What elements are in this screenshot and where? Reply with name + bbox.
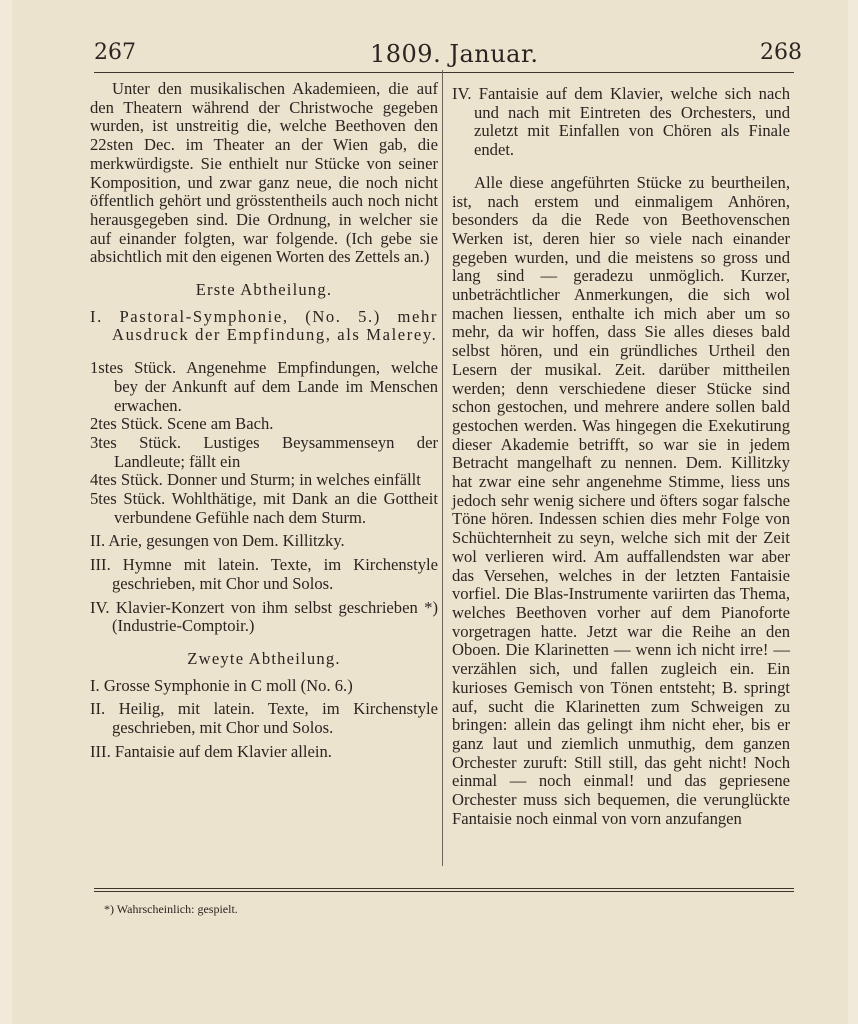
right-column — [452, 80, 790, 828]
page-header — [12, 40, 848, 74]
program-item: II. Heilig, mit latein. Texte, im Kirchenstyle geschrieben, mit Chor und Solos. — [90, 699, 438, 738]
movement-item: 3tes Stück. Lustiges Beysammenseyn der Landleute; fällt ein — [90, 432, 438, 471]
section-heading-second: Zweyte Abtheilung. — [187, 648, 341, 668]
program-item: III. Fantaisie auf dem Klavier allein. — [90, 741, 332, 761]
column-divider — [442, 70, 443, 866]
movement-item: 1stes Stück. Angenehme Empfindungen, welche bey der Ankunft auf dem Lande im Menschen erwachen. — [90, 358, 438, 415]
intro-paragraph: Unter den musikalischen Akademieen, die auf den Theatern während der Christwoche gegeben wurden, ist unstreitig die, welche Beethoven den 22sten Dec. im Theater an der Wien gab, die merkwürdigste. Sie enthielt nur Stücke von seiner Komposition, und zwar ganz neue, die noch nicht öffentlich gehört und grösstentheils auch noch nicht herausgegeben sind. Die Ordnung, in welcher sie auf einander folgten, war folgende. (Ich gebe sie absichtlich mit den eigenen Worten des Zettels an.) — [90, 79, 438, 267]
program-item: I. Grosse Symphonie in C moll (No. 6.) — [90, 675, 353, 695]
movement-item: 5tes Stück. Wohlthätige, mit Dank an die Gottheit verbundene Gefühle nach dem Sturm. — [90, 489, 438, 527]
program-item: IV. Fantaisie auf dem Klavier, welche sich nach und nach mit Eintreten des Orchesters, und zuletzt mit Einfallen von Chören als Finale endet. — [452, 84, 790, 160]
page-title: 1809. Januar. — [370, 40, 539, 68]
page-number-right: 268 — [760, 40, 802, 65]
page-number-left: 267 — [94, 40, 136, 65]
footnote: *) Wahrscheinlich: gespielt. — [104, 902, 238, 916]
section-heading-first: Erste Abtheilung. — [195, 280, 333, 300]
footnote-rule-double — [94, 891, 794, 892]
footnote-rule — [94, 888, 794, 889]
program-item: I. Pastoral-Symphonie, (No. 5.) mehr Ausdruck der Empfindung, als Malerey. — [90, 306, 438, 345]
program-item: II. Arie, gesungen von Dem. Killitzky. — [90, 531, 345, 551]
left-column — [90, 80, 438, 762]
body-paragraph: Alle diese angeführten Stücke zu beurtheilen, ist, nach erstem und einmaligem Anhören, besonders da die Rede von Beethovenschen Werken ist, deren hier so viele nach einander gegeben wurden, und die meistens so gross und lang sind — geradezu unmöglich. Kurzer, unbeträchtlicher Anmerkungen, die sich wol machen liessen, enthalte ich mich aber um so mehr, da wir hoffen, dass Sie alles dieses bald selbst hören, und ein gründliches Urtheil den Lesern der musikal. Zeit. darüber mittheilen werden; denn verschiedene dieser Stücke sind schon gestochen, und mehrere andere sollen bald gestochen werden. Was hingegen die Exekutirung dieser Akademie betrifft, so war sie in jedem Betracht mangelhaft zu nennen. Dem. Killitzky hat zwar eine sehr angenehme Stimme, liess uns jedoch sehr wenig sichere und öfters sogar falsche Töne hören. Indessen schien dies mehr Folge von Schüchternheit zu seyn, welche sich mit der Zeit wol verlieren wird. Am auffallendsten war aber das Versehen, welches in der letzten Fantaisie vorfiel. Die Blas-Instrumente variirten das Thema, welches Beethoven vorher auf dem Pianoforte vorgetragen hatte. Jetzt war die Reihe an den Oboen. Die Klarinetten — wenn ich nicht irre! — verzählen sich, und fallen zugleich ein. Ein kurioses Gemisch von Tönen entsteht; B. springt auf, sucht die Klarinetten zum Schweigen zu bringen: allein das gelingt ihm nicht eher, bis er ganz laut und ziemlich unmuthig, dem ganzen Orchester zuruft: Still still, das geht nicht! Noch einmal — noch einmal! und das gepriesene Orchester muss sich bequemen, die verunglückte Fantaisie noch einmal von vorn anzufangen — [452, 172, 790, 828]
program-item: IV. Klavier-Konzert von ihm selbst geschrieben *) (Industrie-Comptoir.) — [90, 597, 438, 636]
program-item: III. Hymne mit latein. Texte, im Kirchenstyle geschrieben, mit Chor und Solos. — [90, 555, 438, 593]
newspaper-page — [12, 0, 848, 1024]
movement-item: 4tes Stück. Donner und Sturm; in welches einfällt — [90, 470, 421, 490]
header-rule — [94, 72, 794, 73]
movement-item: 2tes Stück. Scene am Bach. — [90, 414, 274, 434]
